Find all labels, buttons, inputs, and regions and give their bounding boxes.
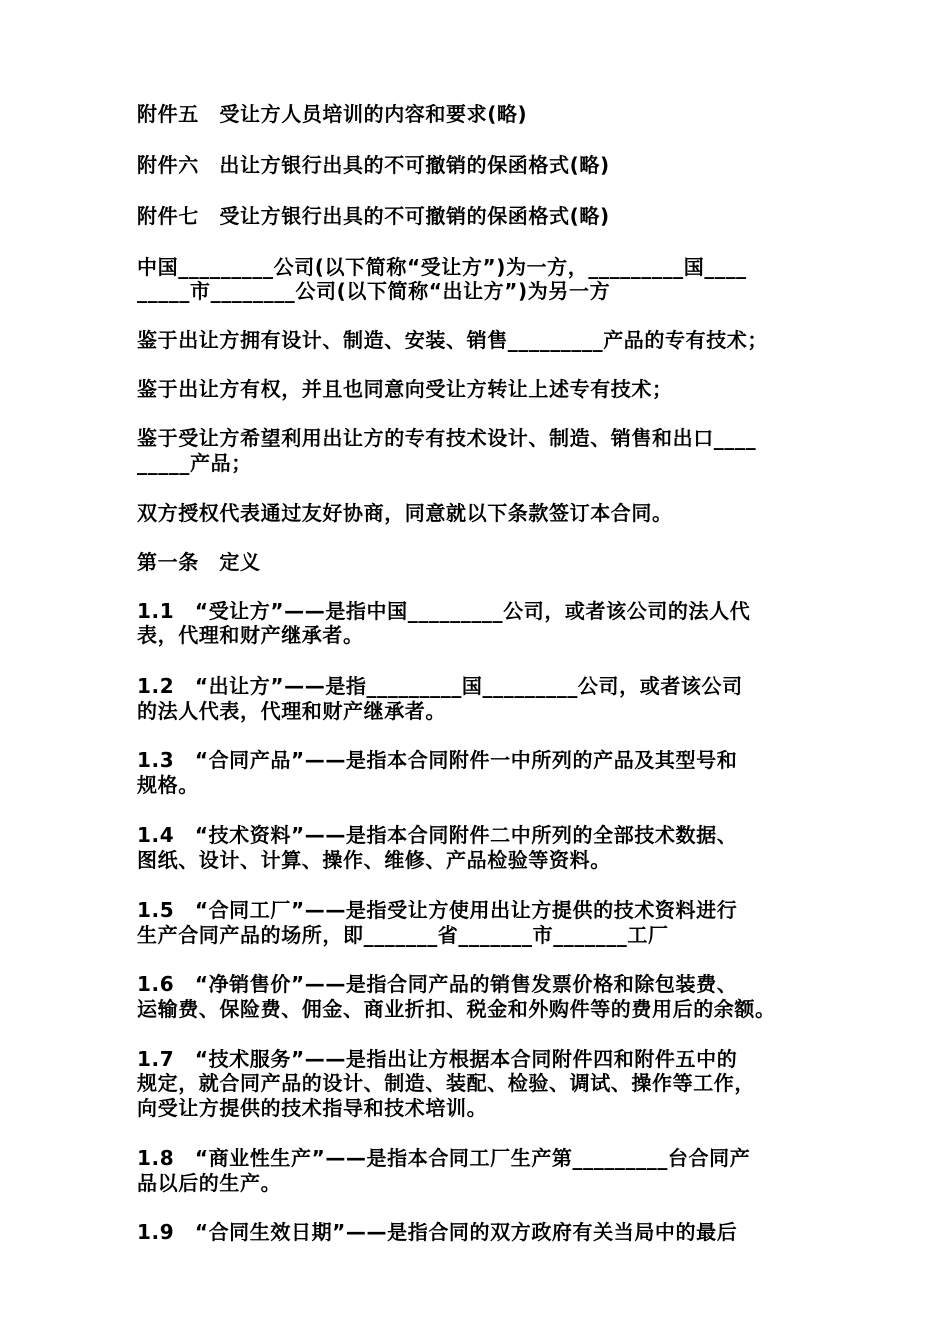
definition-1-2-line-1: 1.2 “出让方”——是指_________国_________公司，或者该公司 bbox=[137, 674, 743, 698]
definition-1-4-line-1: 1.4 “技术资料”——是指本合同附件二中所列的全部技术数据、 bbox=[137, 823, 738, 847]
definition-1-7-line-3: 向受让方提供的技术指导和技术培训。 bbox=[137, 1096, 488, 1120]
article-1-title: 第一条 定义 bbox=[137, 550, 261, 574]
definition-1-7-line-2: 规定，就合同产品的设计、制造、装配、检验、调试、操作等工作， bbox=[137, 1071, 755, 1095]
definition-1-8-line-2: 品以后的生产。 bbox=[137, 1171, 282, 1195]
definition-1-1-line-2: 表，代理和财产继承者。 bbox=[137, 623, 364, 647]
definition-1-9-line-1: 1.9 “合同生效日期”——是指合同的双方政府有关当局中的最后 bbox=[137, 1220, 738, 1244]
whereas-clause-1: 鉴于出让方拥有设计、制造、安装、销售_________产品的专有技术； bbox=[137, 328, 768, 352]
definition-1-3-line-1: 1.3 “合同产品”——是指本合同附件一中所列的产品及其型号和 bbox=[137, 748, 738, 772]
definition-1-1-line-1: 1.1 “受让方”——是指中国_________公司，或者该公司的法人代 bbox=[137, 599, 751, 623]
whereas-clause-3-line-1: 鉴于受让方希望利用出让方的专有技术设计、制造、销售和出口____ bbox=[137, 426, 757, 450]
parties-line-2: _____市________公司(以下简称“出让方”)为另一方 bbox=[137, 279, 611, 303]
agreement-statement: 双方授权代表通过友好协商，同意就以下条款签订本合同。 bbox=[137, 501, 673, 525]
definition-1-7-line-1: 1.7 “技术服务”——是指出让方根据本合同附件四和附件五中的 bbox=[137, 1047, 738, 1071]
parties-line-1: 中国_________公司(以下简称“受让方”)为一方，_________国____ bbox=[137, 255, 747, 279]
definition-1-4-line-2: 图纸、设计、计算、操作、维修、产品检验等资料。 bbox=[137, 848, 611, 872]
definition-1-3-line-2: 规格。 bbox=[137, 773, 199, 797]
attachment-7: 附件七 受让方银行出具的不可撤销的保函格式(略) bbox=[137, 204, 610, 228]
whereas-clause-3-line-2: _____产品； bbox=[137, 451, 252, 475]
definition-1-8-line-1: 1.8 “商业性生产”——是指本合同工厂生产第_________台合同产 bbox=[137, 1146, 751, 1170]
definition-1-5-line-1: 1.5 “合同工厂”——是指受让方使用出让方提供的技术资料进行 bbox=[137, 898, 738, 922]
attachment-6: 附件六 出让方银行出具的不可撤销的保函格式(略) bbox=[137, 153, 610, 177]
definition-1-2-line-2: 的法人代表，代理和财产继承者。 bbox=[137, 699, 446, 723]
whereas-clause-2: 鉴于出让方有权，并且也同意向受让方转让上述专有技术； bbox=[137, 377, 673, 401]
definition-1-6-line-2: 运输费、保险费、佣金、商业折扣、税金和外购件等的费用后的余额。 bbox=[137, 997, 776, 1021]
attachment-5: 附件五 受让方人员培训的内容和要求(略) bbox=[137, 102, 528, 126]
definition-1-5-line-2: 生产合同产品的场所，即_______省_______市_______工厂 bbox=[137, 923, 669, 947]
definition-1-6-line-1: 1.6 “净销售价”——是指合同产品的销售发票价格和除包装费、 bbox=[137, 972, 738, 996]
